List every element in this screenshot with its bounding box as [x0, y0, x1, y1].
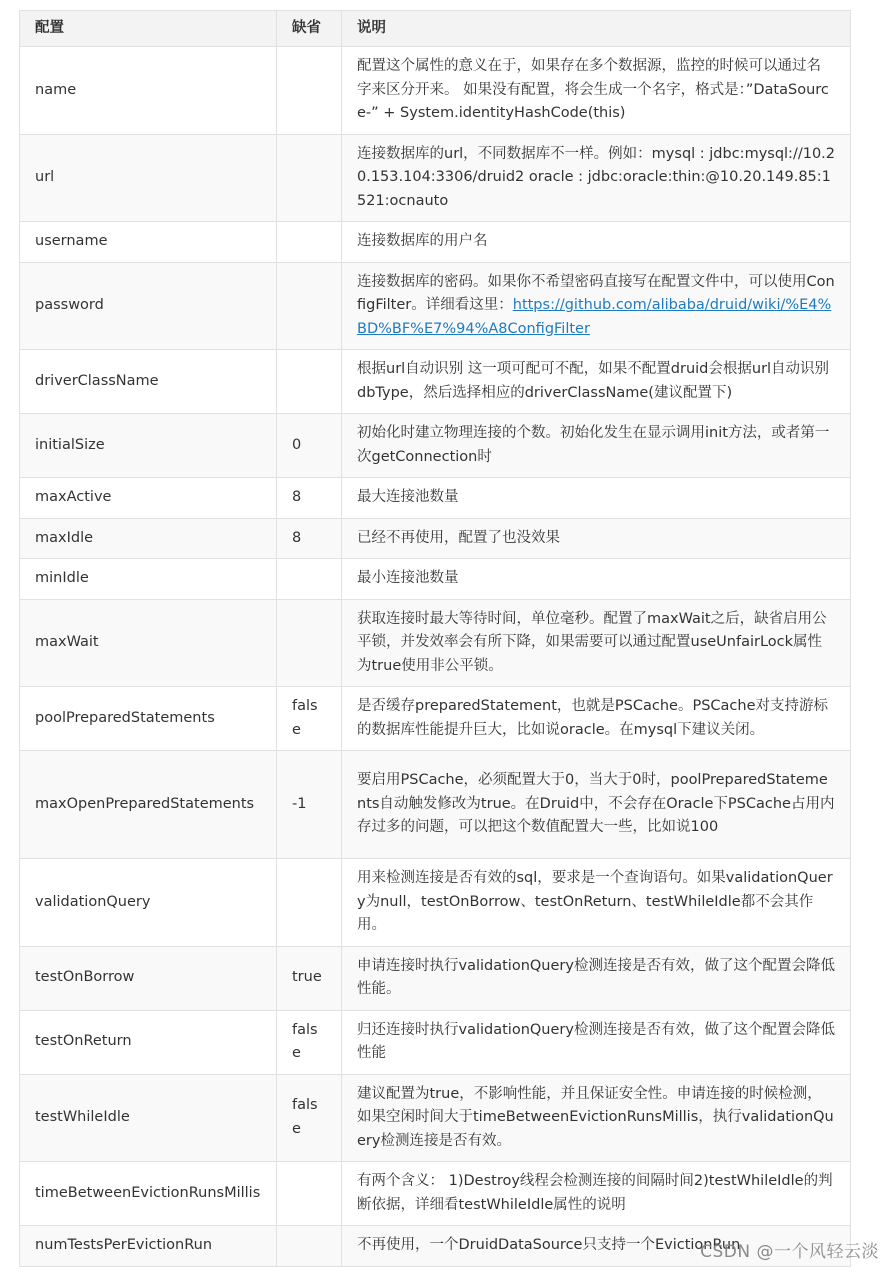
table-row: [20, 47, 851, 135]
description-cell: 不再使用，一个DruidDataSource只支持一个EvictionRun: [342, 1226, 851, 1267]
default-value-cell: true: [277, 946, 342, 1010]
default-value-cell: [277, 350, 342, 414]
header-default: 缺省: [277, 11, 342, 47]
default-value-cell: false: [277, 1074, 342, 1162]
table-row: [20, 859, 851, 947]
table-row: [20, 599, 851, 687]
default-value-cell: [277, 134, 342, 222]
config-name-cell: validationQuery: [20, 859, 277, 947]
table-row: [20, 350, 851, 414]
description-cell: 有两个含义： 1)Destroy线程会检测连接的间隔时间2)testWhileIdle的判断依据，详细看testWhileIdle属性的说明: [342, 1162, 851, 1226]
table-header: [20, 11, 851, 47]
description-cell: 最小连接池数量: [342, 559, 851, 600]
config-name-cell: poolPreparedStatements: [20, 687, 277, 751]
description-cell: 要启用PSCache，必须配置大于0，当大于0时，poolPreparedStatements自动触发修改为true。在Druid中，不会存在Oracle下PSCache占用内存过多的问题，可以把这个数值配置大一些，比如说100: [342, 751, 851, 859]
description-cell: 归还连接时执行validationQuery检测连接是否有效，做了这个配置会降低性能: [342, 1010, 851, 1074]
table-row: [20, 946, 851, 1010]
table-row: [20, 559, 851, 600]
config-name-cell: testOnBorrow: [20, 946, 277, 1010]
default-value-cell: false: [277, 1010, 342, 1074]
default-value-cell: 8: [277, 478, 342, 519]
default-value-cell: [277, 222, 342, 263]
config-filter-wiki-link[interactable]: https://github.com/alibaba/druid/wiki/%E4%BD%BF%E7%94%A8ConfigFilter: [357, 297, 832, 337]
config-name-cell: name: [20, 47, 277, 135]
description-cell: 是否缓存preparedStatement，也就是PSCache。PSCache对支持游标的数据库性能提升巨大，比如说oracle。在mysql下建议关闭。: [342, 687, 851, 751]
default-value-cell: 8: [277, 518, 342, 559]
table-row: [20, 687, 851, 751]
config-table: [19, 10, 851, 1267]
description-cell: 获取连接时最大等待时间，单位毫秒。配置了maxWait之后，缺省启用公平锁，并发效率会有所下降，如果需要可以通过配置useUnfairLock属性为true使用非公平锁。: [342, 599, 851, 687]
default-value-cell: [277, 599, 342, 687]
table-body: [20, 47, 851, 1267]
config-name-cell: maxIdle: [20, 518, 277, 559]
csdn-watermark: CSDN @一个风轻云淡: [700, 1242, 879, 1262]
default-value-cell: [277, 1162, 342, 1226]
description-cell: 根据url自动识别 这一项可配可不配，如果不配置druid会根据url自动识别dbType，然后选择相应的driverClassName(建议配置下): [342, 350, 851, 414]
config-name-cell: initialSize: [20, 414, 277, 478]
default-value-cell: [277, 1226, 342, 1267]
table-row: [20, 1074, 851, 1162]
config-name-cell: maxWait: [20, 599, 277, 687]
config-name-cell: maxOpenPreparedStatements: [20, 751, 277, 859]
description-cell: 已经不再使用，配置了也没效果: [342, 518, 851, 559]
config-name-cell: testWhileIdle: [20, 1074, 277, 1162]
default-value-cell: [277, 47, 342, 135]
description-cell: 建议配置为true，不影响性能，并且保证安全性。申请连接的时候检测，如果空闲时间大于timeBetweenEvictionRunsMillis，执行validationQuery检测连接是否有效。: [342, 1074, 851, 1162]
config-name-cell: maxActive: [20, 478, 277, 519]
config-name-cell: url: [20, 134, 277, 222]
default-value-cell: [277, 859, 342, 947]
default-value-cell: 0: [277, 414, 342, 478]
description-cell: [342, 262, 851, 350]
table-row: [20, 518, 851, 559]
config-name-cell: timeBetweenEvictionRunsMillis: [20, 1162, 277, 1226]
default-value-cell: [277, 559, 342, 600]
description-cell: 配置这个属性的意义在于，如果存在多个数据源，监控的时候可以通过名字来区分开来。 如果没有配置，将会生成一个名字，格式是：”DataSource-” + System.identityHashCode(this): [342, 47, 851, 135]
default-value-cell: -1: [277, 751, 342, 859]
config-name-cell: minIdle: [20, 559, 277, 600]
table-row: [20, 478, 851, 519]
config-name-cell: numTestsPerEvictionRun: [20, 1226, 277, 1267]
table-row: [20, 1010, 851, 1074]
header-config: 配置: [20, 11, 277, 47]
default-value-cell: false: [277, 687, 342, 751]
description-cell: 初始化时建立物理连接的个数。初始化发生在显示调用init方法，或者第一次getConnection时: [342, 414, 851, 478]
config-name-cell: driverClassName: [20, 350, 277, 414]
description-cell: 最大连接池数量: [342, 478, 851, 519]
table-row: [20, 134, 851, 222]
config-name-cell: testOnReturn: [20, 1010, 277, 1074]
table-row: [20, 414, 851, 478]
description-text: 连接数据库的密码。如果你不希望密码直接写在配置文件中，可以使用ConfigFilter。详细看这里：: [357, 273, 835, 313]
table-row: [20, 1162, 851, 1226]
config-name-cell: username: [20, 222, 277, 263]
header-row: [20, 11, 851, 47]
description-cell: 用来检测连接是否有效的sql，要求是一个查询语句。如果validationQuery为null，testOnBorrow、testOnReturn、testWhileIdle都不会其作用。: [342, 859, 851, 947]
header-description: 说明: [342, 11, 851, 47]
config-name-cell: password: [20, 262, 277, 350]
description-cell: 连接数据库的用户名: [342, 222, 851, 263]
table-row: [20, 222, 851, 263]
default-value-cell: [277, 262, 342, 350]
table-row: [20, 751, 851, 859]
description-cell: 连接数据库的url，不同数据库不一样。例如：mysql : jdbc:mysql://10.20.153.104:3306/druid2 oracle : jdbc:oracle:thin:@10.20.149.85:1521:ocnauto: [342, 134, 851, 222]
description-cell: 申请连接时执行validationQuery检测连接是否有效，做了这个配置会降低性能。: [342, 946, 851, 1010]
table-row: [20, 262, 851, 350]
